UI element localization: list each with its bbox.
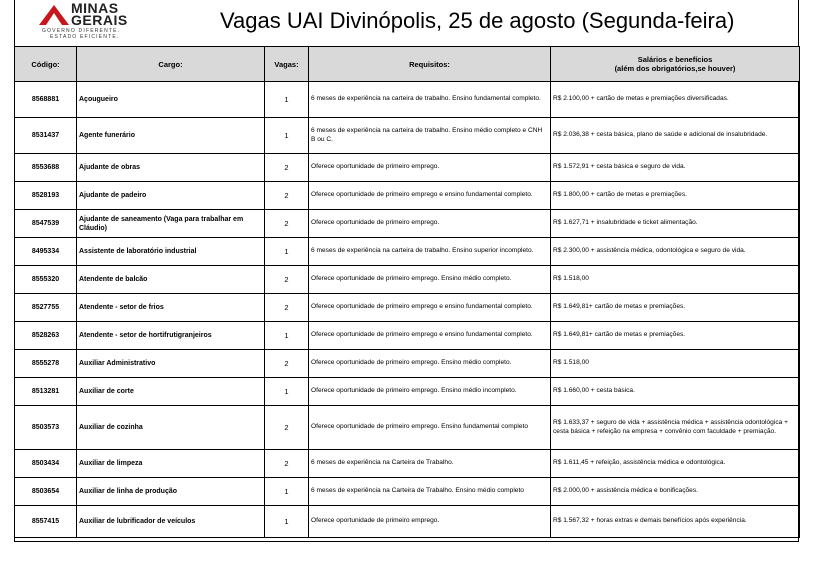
cell-salarios: R$ 1.649,81+ cartão de metas e premiações. [551,294,800,322]
header-requisitos: Requisitos: [309,47,551,82]
cell-cargo: Atendente - setor de frios [77,294,265,322]
cell-requisitos: Oferece oportunidade de primeiro emprego. Ensino médio incompleto. [309,378,551,406]
cell-vagas: 2 [265,266,309,294]
cell-cargo: Auxiliar de limpeza [77,450,265,478]
header-vagas: Vagas: [265,47,309,82]
cell-salarios: R$ 1.611,45 + refeição, assistência médica e odontológica. [551,450,800,478]
cell-salarios: R$ 1.518,00 [551,266,800,294]
table-row [15,350,800,378]
table-row [15,266,800,294]
cell-vagas: 1 [265,118,309,154]
logo-line2: GERAIS [71,12,128,28]
cell-codigo: 8528193 [15,182,77,210]
cell-codigo: 8495334 [15,238,77,266]
cell-codigo: 8555320 [15,266,77,294]
cell-cargo: Ajudante de obras [77,154,265,182]
cell-codigo: 8547539 [15,210,77,238]
table-row [15,478,800,506]
cell-requisitos: Oferece oportunidade de primeiro emprego. [309,154,551,182]
cell-requisitos: Oferece oportunidade de primeiro emprego. [309,210,551,238]
cell-cargo: Auxiliar de linha de produção [77,478,265,506]
cell-requisitos: 6 meses de experiência na carteira de trabalho. Ensino médio completo e CNH B ou C. [309,118,551,154]
cell-codigo: 8528263 [15,322,77,350]
cell-vagas: 1 [265,378,309,406]
cell-codigo: 8555278 [15,350,77,378]
header-codigo: Código: [15,47,77,82]
cell-requisitos: Oferece oportunidade de primeiro emprego. Ensino fundamental completo [309,406,551,450]
cell-codigo: 8527755 [15,294,77,322]
cell-requisitos: 6 meses de experiência na Carteira de Trabalho. Ensino médio completo [309,478,551,506]
table-row [15,406,800,450]
cell-codigo: 8503573 [15,406,77,450]
cell-cargo: Assistente de laboratório industrial [77,238,265,266]
cell-vagas: 1 [265,506,309,538]
cell-codigo: 8503434 [15,450,77,478]
cell-cargo: Ajudante de padeiro [77,182,265,210]
cell-cargo: Atendente de balcão [77,266,265,294]
cell-codigo: 8568881 [15,82,77,118]
cell-vagas: 2 [265,154,309,182]
cell-vagas: 2 [265,210,309,238]
cell-salarios: R$ 1.800,00 + cartão de metas e premiações. [551,182,800,210]
cell-salarios: R$ 2.100,00 + cartão de metas e premiações diversificadas. [551,82,800,118]
cell-cargo: Auxiliar Administrativo [77,350,265,378]
cell-salarios: R$ 1.572,91 + cesta básica e seguro de vida. [551,154,800,182]
table-row [15,154,800,182]
cell-requisitos: Oferece oportunidade de primeiro emprego. [309,506,551,538]
header-salarios-line2: (além dos obrigatórios,se houver) [614,64,736,73]
cell-vagas: 1 [265,238,309,266]
cell-salarios: R$ 1.518,00 [551,350,800,378]
cell-requisitos: 6 meses de experiência na Carteira de Trabalho. [309,450,551,478]
minas-gerais-logo [28,2,178,42]
table-row [15,210,800,238]
cell-vagas: 2 [265,182,309,210]
logo-tagline [42,28,120,40]
cell-cargo: Auxiliar de cozinha [77,406,265,450]
cell-salarios: R$ 1.633,37 + seguro de vida + assistência médica + assistência odontológica + cesta básica + refeição na empresa + convênio com faculdade + premiação. [551,406,800,450]
cell-requisitos: 6 meses de experiência na carteira de trabalho. Ensino fundamental completo. [309,82,551,118]
cell-cargo: Auxiliar de lubrificador de veículos [77,506,265,538]
cell-vagas: 2 [265,350,309,378]
table-row [15,182,800,210]
cell-salarios: R$ 2.036,38 + cesta básica, plano de saúde e adicional de insalubridade. [551,118,800,154]
cell-requisitos: Oferece oportunidade de primeiro emprego. Ensino médio completo. [309,350,551,378]
table-row [15,294,800,322]
cell-cargo: Auxiliar de corte [77,378,265,406]
cell-vagas: 2 [265,450,309,478]
table-row [15,378,800,406]
cell-requisitos: 6 meses de experiência na carteira de trabalho. Ensino superior incompleto. [309,238,551,266]
logo-tagline1: GOVERNO DIFERENTE. [42,28,121,34]
table-row [15,238,800,266]
cell-vagas: 1 [265,322,309,350]
jobs-table [14,46,800,538]
cell-salarios: R$ 1.627,71 + insalubridade e ticket alimentação. [551,210,800,238]
cell-vagas: 2 [265,406,309,450]
header-salarios-line1: Salários e benefícios [637,55,713,64]
cell-requisitos: Oferece oportunidade de primeiro emprego e ensino fundamental completo. [309,322,551,350]
cell-vagas: 1 [265,82,309,118]
logo-tagline2: ESTADO EFICIENTE. [50,34,120,40]
cell-cargo: Ajudante de saneamento (Vaga para trabalhar em Cláudio) [77,210,265,238]
table-row [15,506,800,538]
cell-salarios: R$ 1.567,32 + horas extras e demais benefícios após experiência. [551,506,800,538]
triangle-logo-icon [38,4,70,26]
logo-line1: MINAS [71,0,119,16]
cell-salarios: R$ 1.649,81+ cartão de metas e premiações. [551,322,800,350]
table-row [15,450,800,478]
logo-wordmark [71,2,128,26]
cell-codigo: 8557415 [15,506,77,538]
table-row [15,118,800,154]
table-row [15,322,800,350]
table-header-row [15,47,800,82]
cell-codigo: 8553688 [15,154,77,182]
cell-salarios: R$ 2.300,00 + assistência médica, odontológica e seguro de vida. [551,238,800,266]
cell-codigo: 8503654 [15,478,77,506]
page-title: Vagas UAI Divinópolis, 25 de agosto (Segunda-feira) [220,8,735,33]
header-cargo: Cargo: [77,47,265,82]
cell-salarios: R$ 1.660,00 + cesta básica. [551,378,800,406]
cell-codigo: 8513281 [15,378,77,406]
table-row [15,82,800,118]
cell-vagas: 1 [265,478,309,506]
cell-requisitos: Oferece oportunidade de primeiro emprego e ensino fundamental completo. [309,182,551,210]
cell-cargo: Agente funerário [77,118,265,154]
cell-cargo: Atendente - setor de hortifrutigranjeiros [77,322,265,350]
cell-cargo: Açougueiro [77,82,265,118]
header-salarios [551,47,800,82]
cell-requisitos: Oferece oportunidade de primeiro emprego. Ensino médio completo. [309,266,551,294]
cell-codigo: 8531437 [15,118,77,154]
cell-requisitos: Oferece oportunidade de primeiro emprego e ensino fundamental completo. [309,294,551,322]
cell-vagas: 2 [265,294,309,322]
cell-salarios: R$ 2.000,00 + assistência médica e bonificações. [551,478,800,506]
